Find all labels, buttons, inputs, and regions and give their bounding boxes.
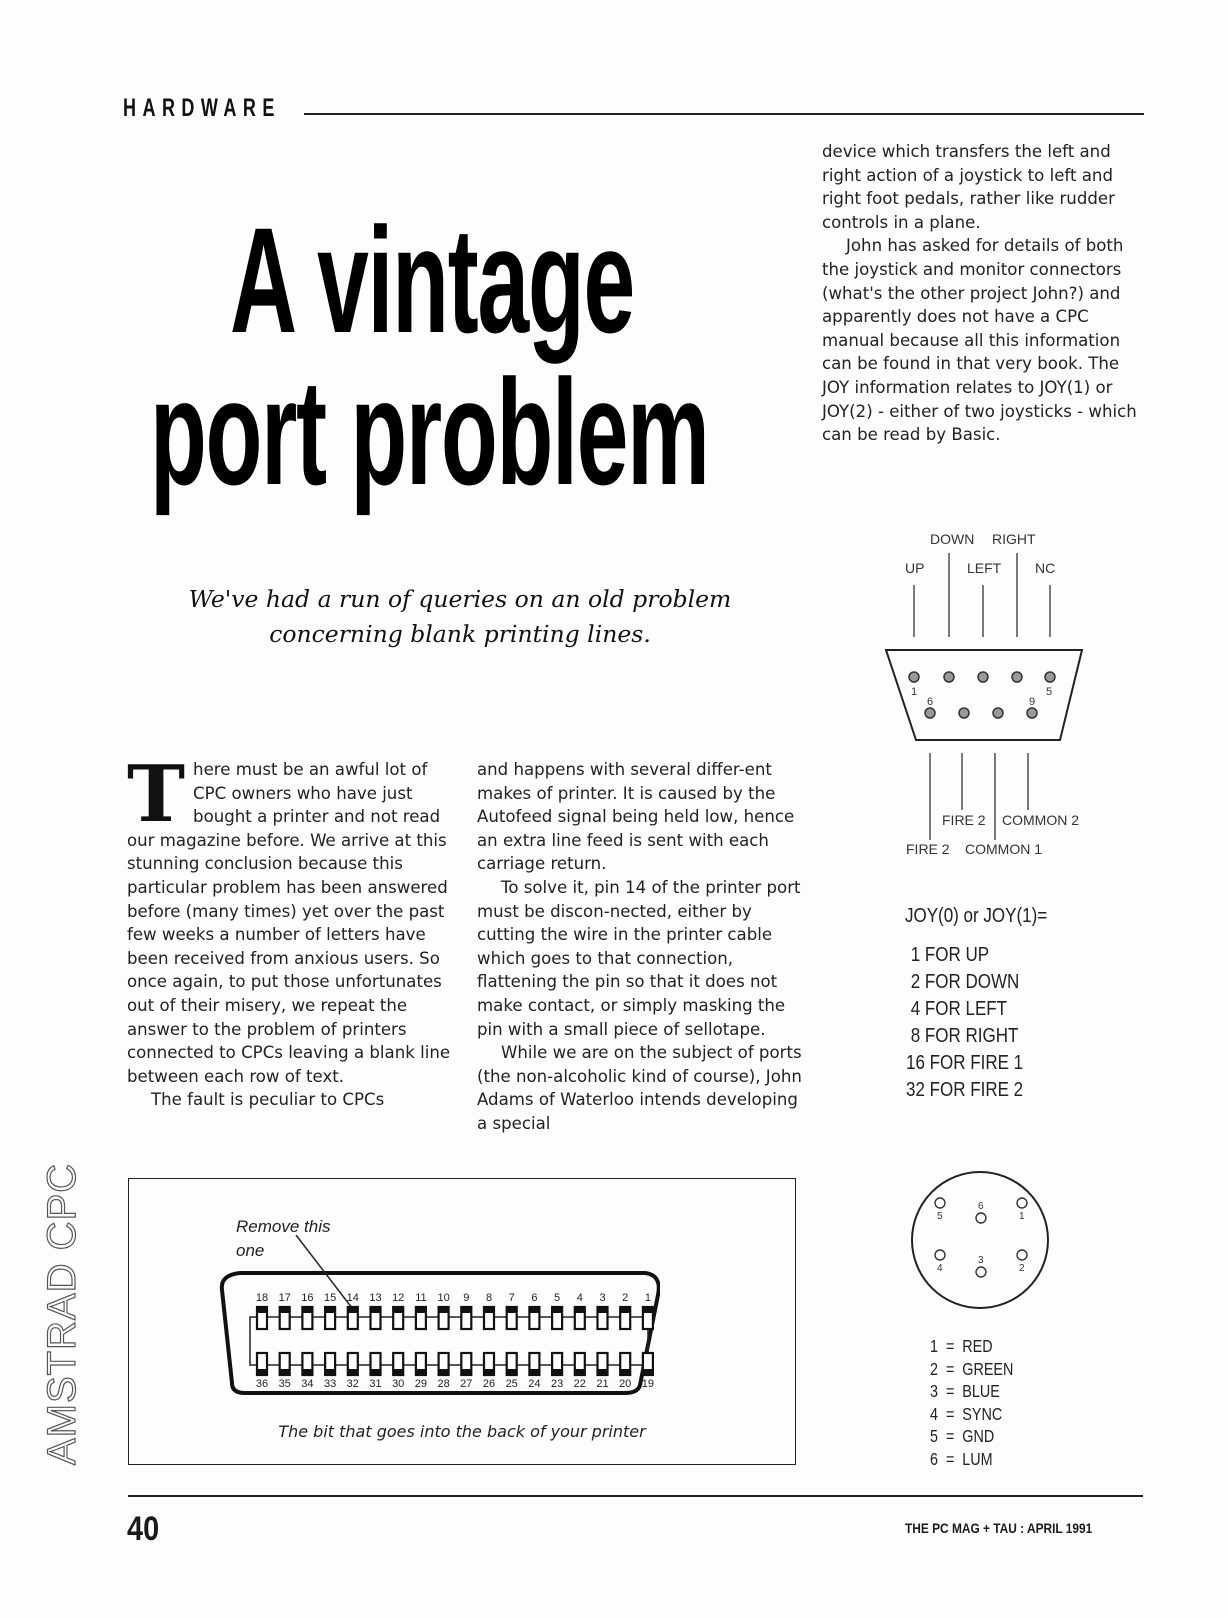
joy-value-item: 1 FOR UP	[906, 944, 990, 966]
label-right: RIGHT	[992, 531, 1036, 547]
pin-13	[369, 1292, 381, 1329]
pin-number-label: 24	[528, 1378, 541, 1390]
pin-number-label: 23	[550, 1378, 564, 1390]
monitor-pin-label-4: 4	[937, 1263, 943, 1274]
pin-number-label: 1	[644, 1292, 651, 1304]
pin-8	[484, 1292, 494, 1329]
pin-label-6: 6	[927, 696, 934, 708]
pin-number-label: 11	[415, 1292, 427, 1304]
pin-22	[574, 1353, 586, 1390]
joystick-pins	[909, 672, 1055, 718]
pin-1	[643, 1292, 653, 1329]
pin-5	[552, 1292, 562, 1329]
standfirst: We've had a run of queries on an old problem concerning blank printing lines.	[188, 585, 732, 648]
paragraph: device which transfers the left and right action of a joystick to left and right foot pedals, rather like rudder controls in a plane.	[822, 142, 1115, 232]
pin-33	[324, 1353, 336, 1390]
paragraph: While we are on the subject of ports (the non-alcoholic kind of course), John Adams of Waterloo intends developing a special	[477, 1043, 802, 1133]
pin-number-label: 17	[278, 1292, 291, 1304]
pin-number-label: 6	[531, 1292, 538, 1304]
title-line-1: A vintage	[230, 196, 634, 364]
monitor-pin-label-2: 2	[1019, 1263, 1025, 1274]
title-line-2: port problem	[150, 348, 709, 516]
monitor-legend-item: 4 = SYNC	[930, 1403, 1003, 1424]
pin-number-label: 15	[323, 1292, 337, 1304]
pin-10	[437, 1292, 449, 1329]
paragraph: and happens with several differ-ent makes of printer. It is caused by the Autofeed signal being held low, hence an extra line feed is sent with each carriage return.	[477, 760, 795, 874]
pin-number-label: 19	[641, 1378, 655, 1390]
pin-number-label: 28	[437, 1378, 450, 1390]
pin-28	[437, 1353, 449, 1390]
monitor-legend-item: 1 = RED	[930, 1336, 993, 1356]
pin-number-label: 27	[460, 1378, 473, 1390]
pin-number-label: 10	[437, 1292, 450, 1304]
centronics-connector	[200, 1235, 660, 1405]
pin-16	[301, 1292, 313, 1329]
pin-23	[551, 1353, 563, 1390]
pin-31	[369, 1353, 381, 1390]
monitor-pin-label-1: 1	[1019, 1211, 1025, 1222]
pin-17	[279, 1292, 291, 1329]
pin-number-label: 29	[414, 1378, 428, 1390]
label-left: LEFT	[967, 560, 1002, 576]
pin-25	[506, 1353, 518, 1390]
pin-number-label: 9	[463, 1292, 470, 1304]
joy-value-item: 32 FOR FIRE 2	[906, 1079, 1024, 1101]
monitor-legend-item: 6 = LUM	[930, 1448, 993, 1469]
din-connector-shell	[912, 1172, 1048, 1308]
pin-number-label: 18	[255, 1292, 269, 1304]
pin-27	[460, 1353, 472, 1390]
joy-value-item: 2 FOR DOWN	[906, 971, 1020, 993]
pin-number-label: 34	[301, 1378, 314, 1390]
drop-cap: T	[127, 749, 186, 840]
pin-4	[575, 1292, 585, 1329]
pin-number-label: 8	[485, 1292, 493, 1304]
body-column-3	[822, 140, 1142, 447]
pin-number-label: 16	[301, 1292, 314, 1304]
pin-36	[256, 1353, 268, 1390]
pin-18	[256, 1292, 268, 1329]
paragraph: To solve it, pin 14 of the printer port must be discon-nected, either by cutting the wire in the printer cable which goes to that connection, flattening the pin so that it does not make contact, or simply masking the pin with a small piece of sellotape.	[477, 877, 801, 1039]
pin-34	[301, 1353, 313, 1390]
pin-number-label: 20	[619, 1378, 632, 1390]
pin-3	[598, 1292, 608, 1329]
body-column-2	[477, 758, 807, 1136]
pin-number-label: 36	[255, 1378, 269, 1390]
pin-number-label: 14	[346, 1292, 359, 1304]
pin-20	[619, 1353, 631, 1390]
joystick-bottom-labels	[906, 812, 1079, 857]
label-up: UP	[905, 560, 925, 576]
pin-15	[324, 1292, 336, 1329]
monitor-connector-diagram	[905, 1170, 1055, 1320]
pin-11	[415, 1292, 426, 1329]
pin-label-5: 5	[1046, 686, 1053, 698]
pin-number-label: 21	[596, 1378, 609, 1390]
pin-21	[596, 1353, 608, 1390]
paragraph: There must be an awful lot of CPC owners who have just bought a printer and not read our magazine before. We arrive at this stunning conclusion because this particular problem has been answered before (many times) yet over the past few weeks a number of letters have been received from anxious users. So once again, to put those unfortunates out of their misery, we repeat the answer to the problem of printers connected to CPCs leaving a blank line between each row of text.	[127, 749, 451, 1086]
joy-value-item: 4 FOR LEFT	[906, 998, 1008, 1020]
pin-29	[415, 1353, 427, 1390]
top-pin-row	[256, 1292, 653, 1329]
pin-12	[392, 1292, 404, 1329]
pin-6	[529, 1292, 539, 1329]
joy-value-item: 8 FOR RIGHT	[906, 1025, 1019, 1047]
label-nc: NC	[1035, 560, 1056, 576]
side-brand: AMSTRAD CPC	[40, 1162, 84, 1465]
pin-number-label: 22	[573, 1378, 586, 1390]
pin-35	[279, 1353, 291, 1390]
pin-number-label: 32	[346, 1378, 359, 1390]
pin-2	[620, 1292, 630, 1329]
joystick-connector-diagram	[860, 525, 1100, 865]
bottom-pin-row	[256, 1353, 654, 1390]
pin-14	[347, 1292, 359, 1329]
joy-value-item: 16 FOR FIRE 1	[906, 1052, 1024, 1074]
monitor-pin-label-5: 5	[937, 1211, 943, 1222]
header-rule	[304, 113, 1144, 115]
pin-32	[347, 1353, 359, 1390]
joystick-top-labels	[905, 531, 1055, 576]
pin-30	[392, 1353, 404, 1390]
pin-19	[642, 1353, 654, 1390]
remove-pin-label: Remove this one	[236, 1217, 331, 1260]
pin-number-label: 13	[369, 1292, 382, 1304]
pin-number-label: 4	[576, 1292, 583, 1304]
figure-caption: The bit that goes into the back of your printer	[278, 1422, 646, 1441]
section-label: HARDWARE	[123, 94, 281, 122]
pin-label-9: 9	[1029, 696, 1036, 708]
pin-number-label: 12	[392, 1292, 405, 1304]
monitor-legend-item: 5 = GND	[930, 1426, 995, 1446]
monitor-pin-label-3: 3	[978, 1255, 984, 1266]
pin-number-label: 25	[505, 1378, 518, 1390]
pin-number-label: 5	[554, 1292, 561, 1304]
pin-24	[528, 1353, 540, 1390]
label-fire2-inner: FIRE 2	[942, 812, 986, 828]
joy-values-list	[906, 942, 1023, 1104]
pin-number-label: 31	[369, 1378, 382, 1390]
paragraph: The fault is peculiar to CPCs	[151, 1090, 385, 1110]
pin-label-1: 1	[911, 686, 918, 698]
monitor-pin-legend	[930, 1335, 1013, 1470]
footer-rule	[128, 1495, 1143, 1497]
page-number: 40	[127, 1510, 160, 1548]
paragraph: John has asked for details of both the joystick and monitor connectors (what's the other project John?) and apparently does not have a CPC manual because all this information can be found in that very book. The JOY information relates to JOY(1) or JOY(2) - either of two joysticks - which can be read by Basic.	[822, 236, 1137, 445]
monitor-legend-item: 2 = GREEN	[930, 1358, 1014, 1379]
publication-info: THE PC MAG + TAU : APRIL 1991	[905, 1520, 1093, 1536]
label-common2: COMMON 2	[1002, 812, 1079, 828]
pin-number-label: 3	[599, 1292, 606, 1304]
pin-9	[461, 1292, 471, 1329]
pin-number-label: 2	[622, 1292, 629, 1304]
joy-values-title: JOY(0) or JOY(1)=	[905, 905, 1048, 927]
pin-7	[507, 1292, 517, 1329]
pin-number-label: 26	[482, 1378, 496, 1390]
monitor-legend-item: 3 = BLUE	[930, 1381, 1000, 1401]
pin-26	[483, 1353, 495, 1390]
label-fire2-outer: FIRE 2	[906, 841, 950, 857]
pin-number-label: 33	[323, 1378, 337, 1390]
monitor-pin-label-6: 6	[978, 1201, 984, 1212]
label-down: DOWN	[930, 531, 975, 547]
pin-number-label: 30	[392, 1378, 405, 1390]
body-column-1	[127, 749, 457, 1112]
pin-number-label: 35	[278, 1378, 291, 1390]
pin-number-label: 7	[508, 1292, 515, 1304]
label-common1: COMMON 1	[965, 841, 1042, 857]
